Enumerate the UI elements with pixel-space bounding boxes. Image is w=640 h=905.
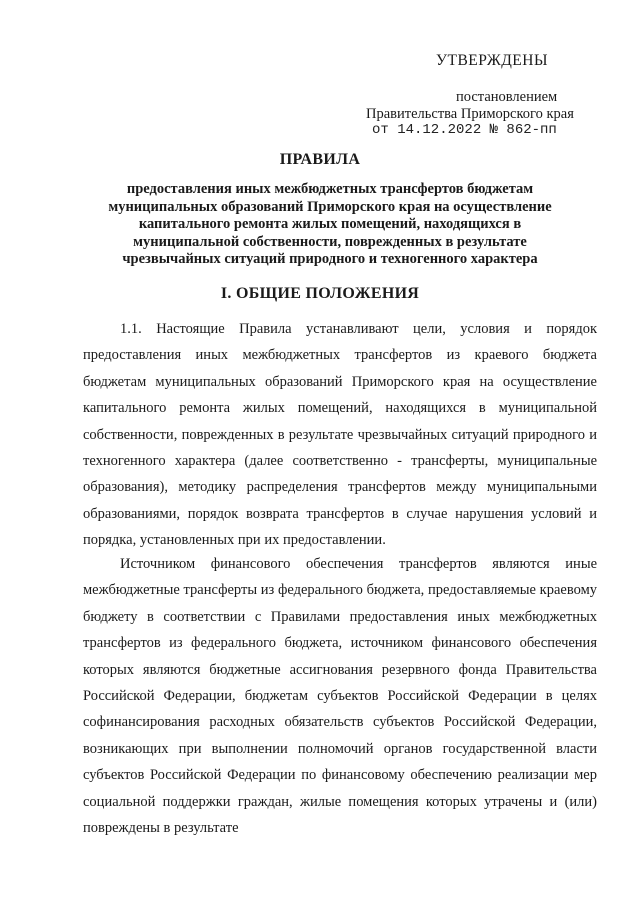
body-paragraph-1 [83, 316, 597, 554]
document-title: ПРАВИЛА [279, 151, 361, 168]
approval-government: Правительства Приморского края [366, 106, 574, 122]
approval-heading: УТВЕРЖДЕНЫ [436, 52, 548, 69]
approval-by: постановлением [456, 89, 558, 105]
section-heading: I. ОБЩИЕ ПОЛОЖЕНИЯ [220, 285, 420, 302]
paragraph-text: Источником финансового обеспечения трансфертов являются иные межбюджетные трансферты из федерального бюджета, предоставляемые краевому бюджету в соответствии с Правилами предоставления иных межбюджетных трансфертов из федерального бюджета, источником финансового обеспечения которых являются бюджетные ассигнования резервного фонда Правительства Российской Федерации, бюджетам субъектов Российской Федерации в целях софинансирования расходных обязательств субъектов Российской Федерации, возникающих при выполнении полномочий органов государственной власти субъектов Российской Федерации по финансовому обеспечению реализации мер социальной поддержки граждан, жилые помещения которых утрачены и (или) повреждены в результате [83, 556, 597, 837]
approval-date-number-stamp: от 14.12.2022 № 862-пп [372, 122, 557, 138]
paragraph-text: 1.1. Настоящие Правила устанавливают цели, условия и порядок предоставления иных межбюджетных трансфертов из краевого бюджета бюджетам муниципальных образований Приморского края на осуществление капитального ремонта жилых помещений, находящихся в муниципальной собственности, поврежденных в результате чрезвычайных ситуаций природного и техногенного характера (далее соответственно - трансферты, муниципальные образования), методику распределения трансфертов между муниципальными образованиями, порядок возврата трансфертов в случае нарушения условий и порядка, установленных при их предоставлении. [83, 321, 597, 549]
body-paragraph-2 [83, 551, 597, 841]
document-subtitle: предоставления иных межбюджетных трансфертов бюджетам муниципальных образований Приморского края на осуществление капитального ремонта жилых помещений, находящихся в муниципальной собственности, поврежденных в результате чрезвычайных ситуаций природного и техногенного характера [108, 181, 552, 268]
